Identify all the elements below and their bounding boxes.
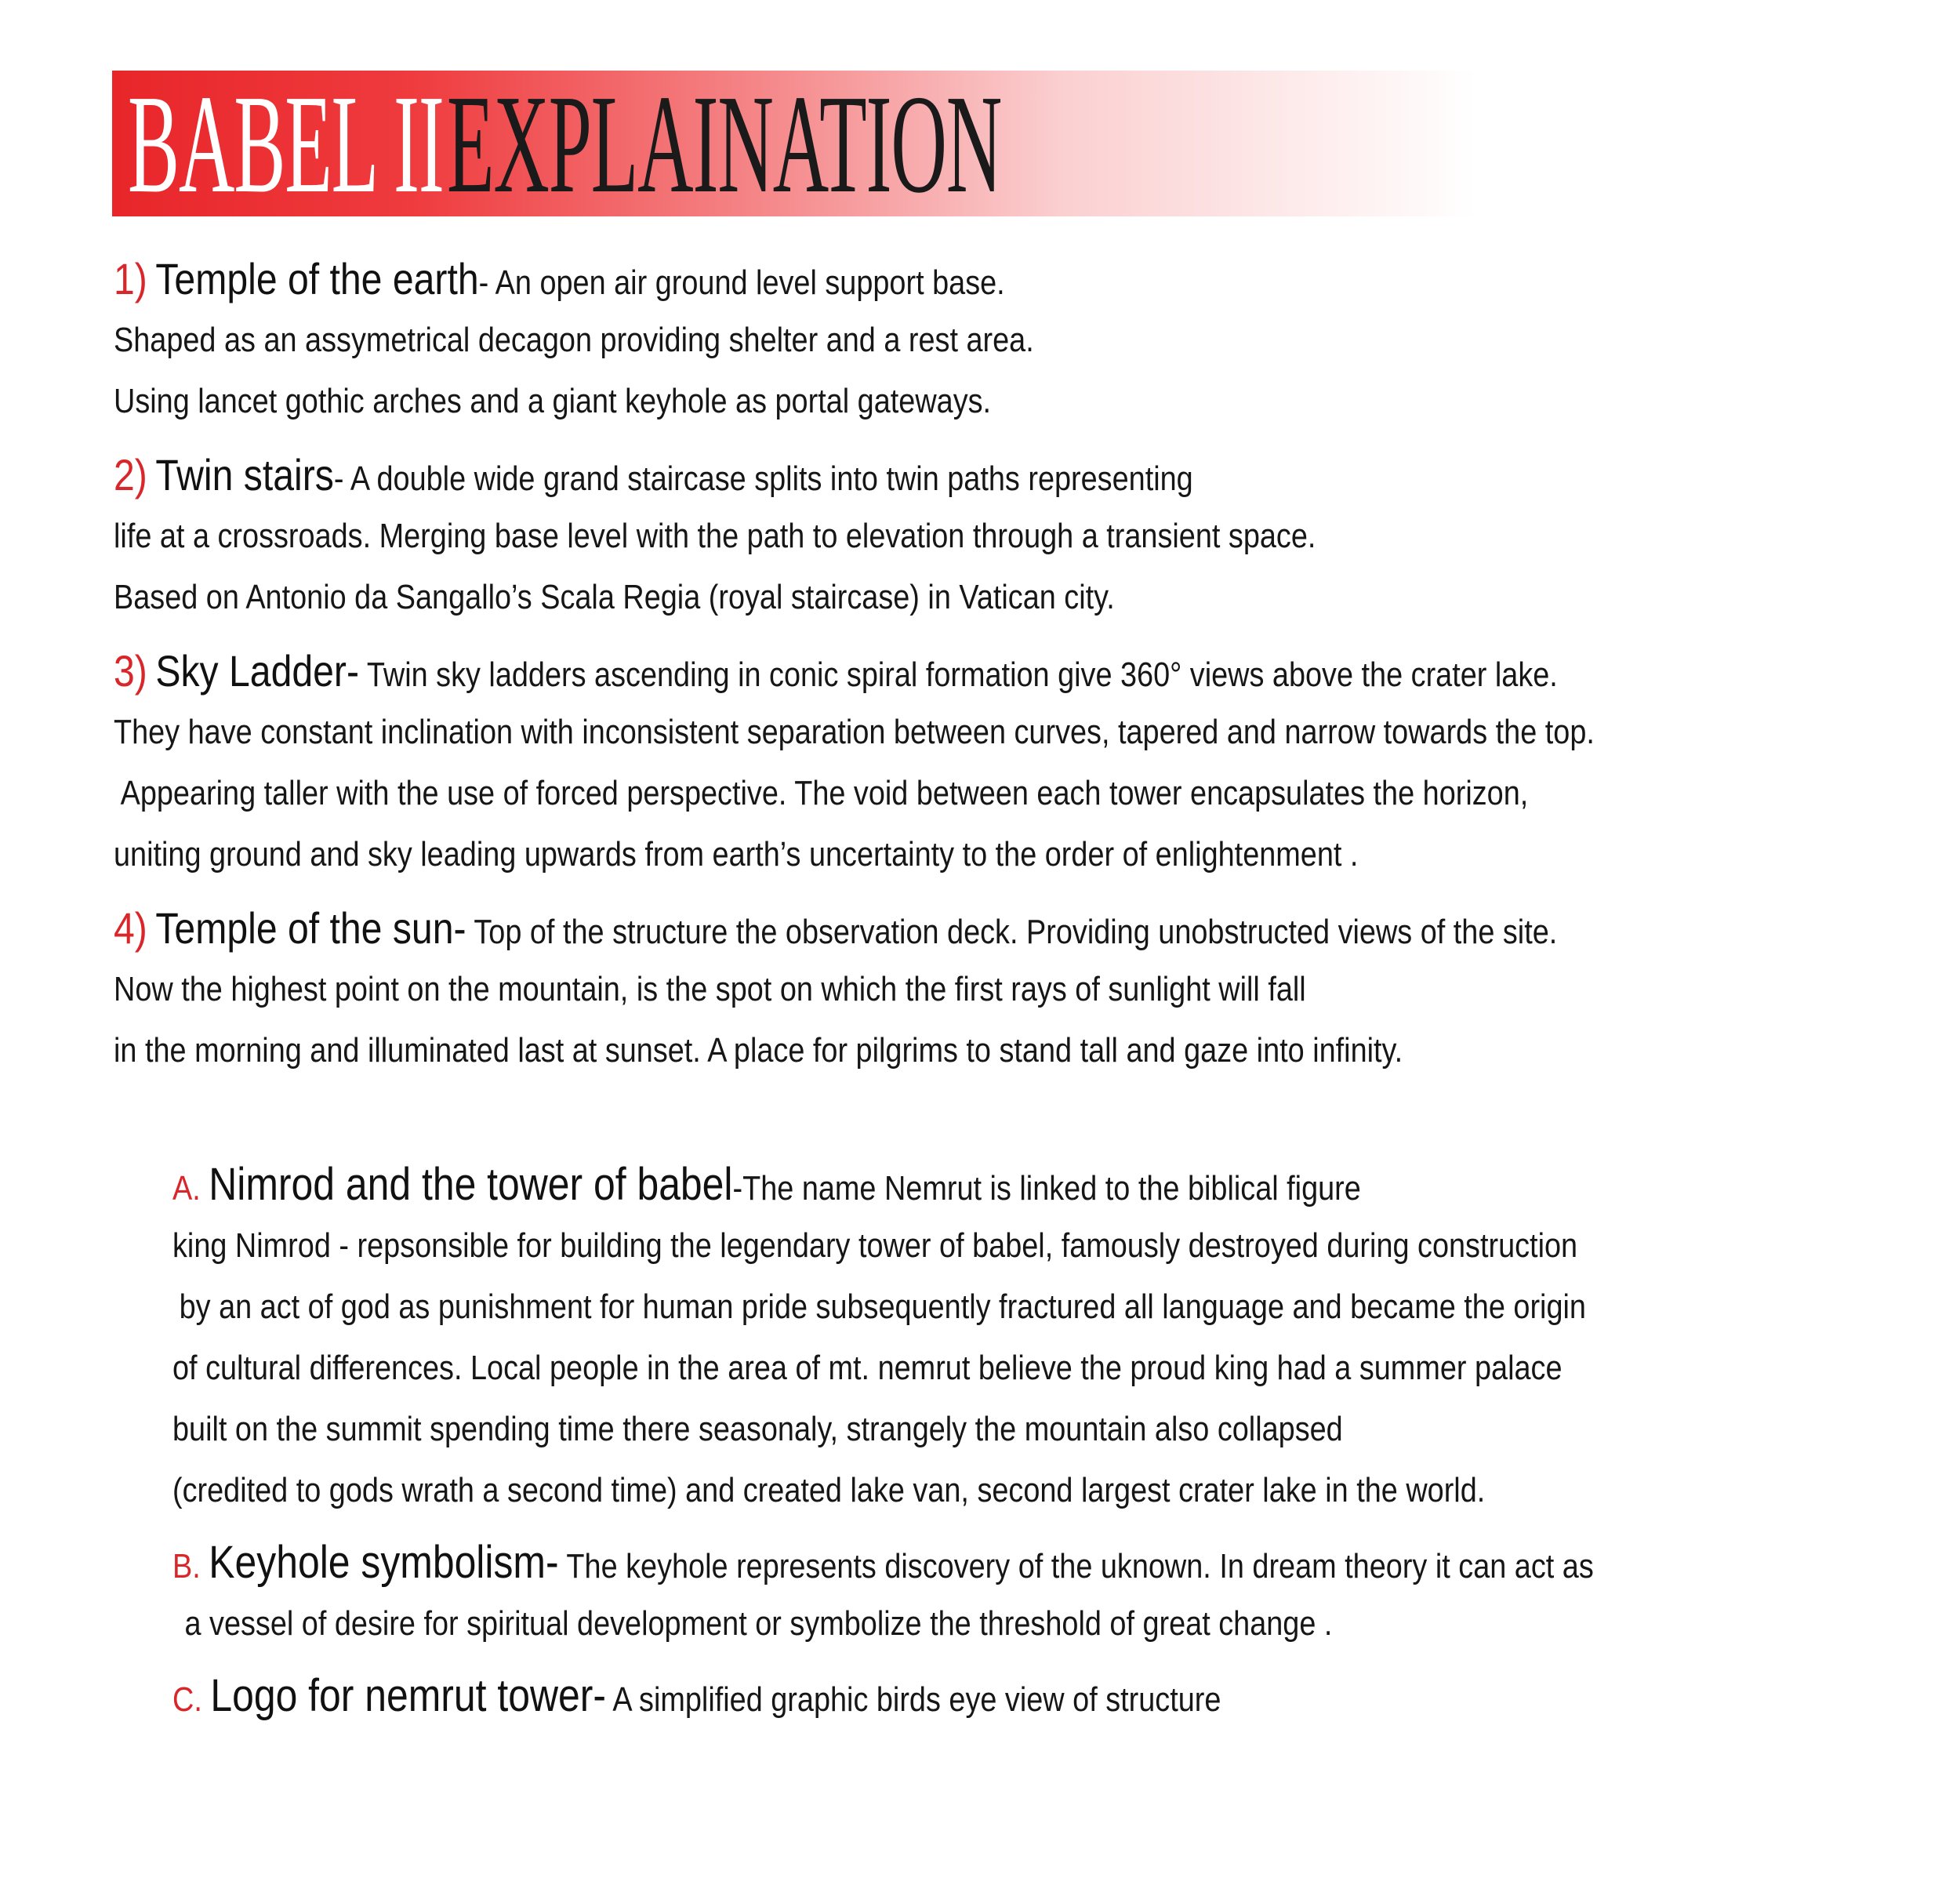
section-text: Based on Antonio da Sangallo’s Scala Regia (royal staircase) in Vatican city. (114, 578, 1115, 616)
section-number: 4) (114, 903, 147, 953)
note-heading: Logo for nemrut tower- (210, 1670, 606, 1721)
section-number: 3) (114, 646, 147, 696)
section-number: 1) (114, 254, 147, 303)
section-text: - An open air ground level support base. (478, 263, 1005, 302)
note-heading: Nimrod and the tower of babel (209, 1159, 733, 1210)
note-text: (credited to gods wrath a second time) and created lake van, second largest crater lake in the world. (172, 1471, 1486, 1509)
note-text: The keyhole represents discovery of the uknown. In dream theory it can act as (558, 1547, 1594, 1585)
note-text: -The name Nemrut is linked to the biblical figure (732, 1169, 1361, 1208)
note-text: a vessel of desire for spiritual development or symbolize the threshold of great change . (184, 1604, 1333, 1643)
section-text: Shaped as an assymetrical decagon providing shelter and a rest area. (114, 321, 1034, 359)
section-temple-of-the-earth (114, 254, 1878, 442)
note-heading: Keyhole symbolism- (209, 1537, 559, 1588)
note-keyhole (172, 1537, 1858, 1665)
note-text: built on the summit spending time there seasonaly, strangely the mountain also collapsed (172, 1410, 1343, 1448)
section-text: life at a crossroads. Merging base level with the path to elevation through a transient space. (114, 517, 1316, 555)
note-text: A simplified graphic birds eye view of structure (605, 1680, 1221, 1719)
section-text: They have constant inclination with inconsistent separation between curves, tapered and narrow towards the top. (114, 713, 1595, 751)
section-sky-ladder (114, 646, 1878, 895)
section-text: in the morning and illuminated last at sunset. A place for pilgrims to stand tall and gaze into infinity. (114, 1031, 1403, 1070)
section-text: Now the highest point on the mountain, is the spot on which the first rays of sunlight will fall (114, 970, 1306, 1008)
section-text: Appearing taller with the use of forced perspective. The void between each tower encapsulates the horizon, (120, 774, 1529, 812)
section-heading: Temple of the sun- (155, 903, 466, 953)
note-letter: A. (172, 1169, 201, 1208)
section-temple-of-the-sun (114, 903, 1878, 1091)
section-number: 2) (114, 450, 147, 499)
title-explaination: EXPLAINATION (447, 66, 1002, 222)
note-nimrod (172, 1159, 1858, 1531)
note-letter: C. (172, 1680, 202, 1719)
note-logo (172, 1670, 1858, 1737)
section-text: Top of the structure the observation deck. Providing unobstructed views of the site. (466, 913, 1558, 951)
note-text: king Nimrod - repsonsible for building the legendary tower of babel, famously destroyed during construction (172, 1226, 1578, 1265)
section-text: Twin sky ladders ascending in conic spiral formation give 360° views above the crater lake. (359, 656, 1558, 694)
section-heading: Twin stairs (155, 450, 334, 499)
note-text: by an act of god as punishment for human pride subsequently fractured all language and became the origin (179, 1288, 1586, 1326)
section-twin-stairs (114, 450, 1878, 638)
section-text: Using lancet gothic arches and a giant keyhole as portal gateways. (114, 382, 992, 420)
note-text: of cultural differences. Local people in the area of mt. nemrut believe the proud king had a summer palace (172, 1349, 1563, 1387)
section-text: - A double wide grand staircase splits into twin paths representing (333, 459, 1193, 498)
section-heading: Sky Ladder- (155, 646, 360, 696)
section-text: uniting ground and sky leading upwards from earth’s uncertainty to the order of enlightenment . (114, 835, 1359, 873)
header-banner (112, 66, 1476, 222)
note-letter: B. (172, 1547, 201, 1585)
title-babel: BABEL II (128, 66, 444, 222)
section-heading: Temple of the earth (155, 254, 479, 303)
